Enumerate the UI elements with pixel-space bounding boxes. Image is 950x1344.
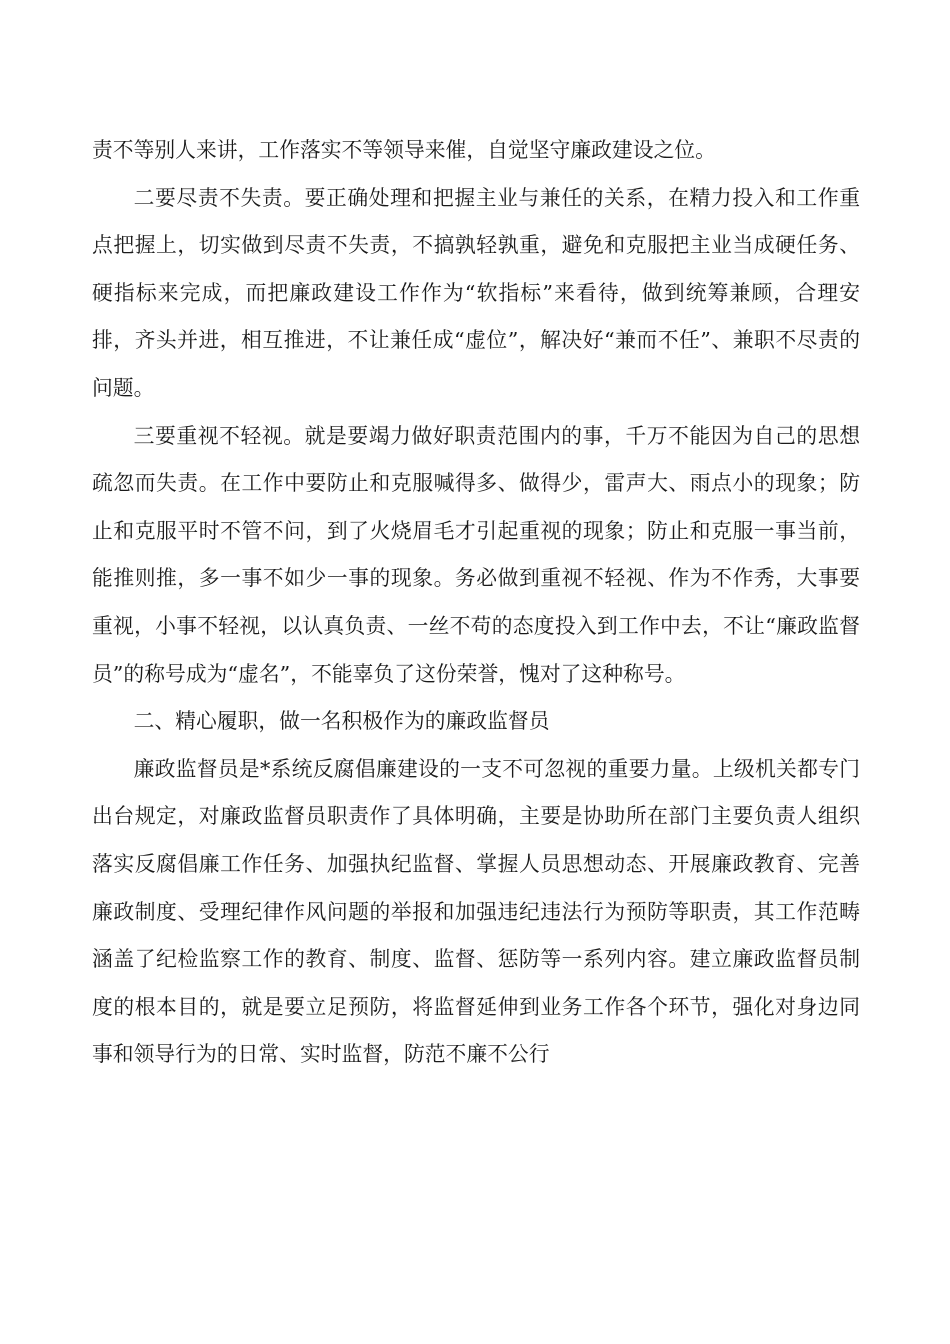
paragraph-3: 三要重视不轻视。就是要竭力做好职责范围内的事，千万不能因为自己的思想疏忽而失责。在工作中要防止和克服喊得多、做得少，雷声大、雨点小的现象；防止和克服平时不管不问，到了火烧眉毛才引起重视的现象；防止和克服一事当前，能推则推，多一事不如少一事的现象。务必做到重视不轻视、作为不作秀，大事要重视，小事不轻视，以认真负责、一丝不苟的态度投入到工作中去，不让“廉政监督员”的称号成为“虚名”，不能辜负了这份荣誉，愧对了这种称号。 [92, 423, 860, 686]
section-heading: 二、精心履职，做一名积极作为的廉政监督员 [133, 709, 550, 734]
paragraph-1: 责不等别人来讲，工作落实不等领导来催，自觉坚守廉政建设之位。 [92, 138, 716, 162]
paragraph-4: 廉政监督员是*系统反腐倡廉建设的一支不可忽视的重要力量。上级机关都专门出台规定，对廉政监督员职责作了具体明确，主要是协助所在部门主要负责人组织落实反腐倡廉工作任务、加强执纪监督、掌握人员思想动态、开展廉政教育、完善廉政制度、受理纪律作风问题的举报和加强违纪违法行为预防等职责，其工作范畴涵盖了纪检监察工作的教育、制度、监督、惩防等一系列内容。建立廉政监督员制度的根本目的，就是要立足预防，将监督延伸到业务工作各个环节，强化对身边同事和领导行为的日常、实时监督，防范不廉不公行 [92, 756, 860, 1067]
document-body [92, 127, 860, 1079]
paragraph-2: 二要尽责不失责。要正确处理和把握主业与兼任的关系，在精力投入和工作重点把握上，切实做到尽责不失责，不搞孰轻孰重，避免和克服把主业当成硬任务、硬指标来完成，而把廉政建设工作作为“软指标”来看待，做到统筹兼顾，合理安排，齐头并进，相互推进，不让兼任成“虚位”，解决好“兼而不任”、兼职不尽责的问题。 [92, 185, 860, 400]
